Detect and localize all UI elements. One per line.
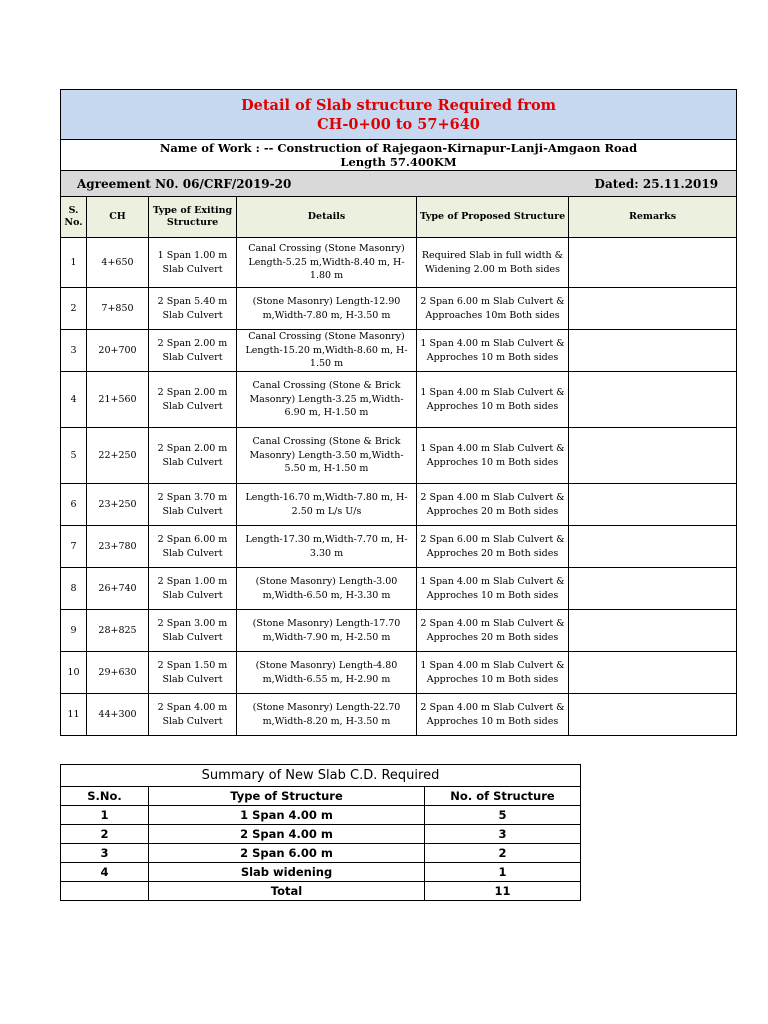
cell-sno: 8 [61, 568, 87, 610]
cell-sno: 6 [61, 484, 87, 526]
agreement-row [61, 171, 737, 197]
summary-cell-count: 2 [425, 844, 581, 863]
summary-cell-sno: 3 [61, 844, 149, 863]
cell-existing: 2 Span 5.40 m Slab Culvert [149, 288, 237, 330]
col-header-proposed: Type of Proposed Structure [417, 197, 569, 238]
cell-remarks [569, 238, 737, 288]
cell-details: (Stone Masonry) Length-4.80 m,Width-6.55 m, H-2.90 m [237, 652, 417, 694]
cell-remarks [569, 330, 737, 372]
summary-col-count: No. of Structure [425, 787, 581, 806]
summary-total-row [61, 882, 581, 901]
summary-total-blank [61, 882, 149, 901]
agreement-date: Dated: 25.11.2019 [594, 176, 719, 191]
col-header-existing: Type of Exiting Structure [149, 197, 237, 238]
cell-proposed: 1 Span 4.00 m Slab Culvert & Approches 10 m Both sides [417, 568, 569, 610]
cell-remarks [569, 372, 737, 428]
cell-ch: 28+825 [87, 610, 149, 652]
cell-details: Length-16.70 m,Width-7.80 m, H-2.50 m L/s U/s [237, 484, 417, 526]
cell-proposed: 1 Span 4.00 m Slab Culvert & Approches 10 m Both sides [417, 652, 569, 694]
cell-proposed: 2 Span 4.00 m Slab Culvert & Approches 10 m Both sides [417, 694, 569, 736]
cell-remarks [569, 428, 737, 484]
cell-details: Canal Crossing (Stone & Brick Masonry) Length-3.25 m,Width-6.90 m, H-1.50 m [237, 372, 417, 428]
cell-ch: 7+850 [87, 288, 149, 330]
cell-proposed: 2 Span 6.00 m Slab Culvert & Approaches 10m Both sides [417, 288, 569, 330]
summary-col-type: Type of Structure [149, 787, 425, 806]
cell-existing: 2 Span 4.00 m Slab Culvert [149, 694, 237, 736]
cell-proposed: 1 Span 4.00 m Slab Culvert & Approches 10 m Both sides [417, 330, 569, 372]
cell-details: (Stone Masonry) Length-22.70 m,Width-8.20 m, H-3.50 m [237, 694, 417, 736]
table-row [61, 288, 737, 330]
cell-proposed: 1 Span 4.00 m Slab Culvert & Approches 10 m Both sides [417, 372, 569, 428]
cell-details: (Stone Masonry) Length-12.90 m,Width-7.80 m, H-3.50 m [237, 288, 417, 330]
slab-structure-table [60, 89, 737, 736]
cell-remarks [569, 568, 737, 610]
summary-row [61, 844, 581, 863]
cell-details: Canal Crossing (Stone Masonry) Length-5.25 m,Width-8.40 m, H-1.80 m [237, 238, 417, 288]
table-row [61, 568, 737, 610]
agreement-number: Agreement N0. 06/CRF/2019-20 [77, 176, 292, 191]
cell-existing: 2 Span 1.00 m Slab Culvert [149, 568, 237, 610]
cell-existing: 2 Span 3.70 m Slab Culvert [149, 484, 237, 526]
cell-remarks [569, 694, 737, 736]
cell-remarks [569, 288, 737, 330]
cell-sno: 7 [61, 526, 87, 568]
summary-title-row [61, 765, 581, 787]
summary-section [60, 764, 581, 901]
cell-proposed: 1 Span 4.00 m Slab Culvert & Approches 10 m Both sides [417, 428, 569, 484]
summary-row [61, 806, 581, 825]
cell-sno: 1 [61, 238, 87, 288]
table-row [61, 428, 737, 484]
cell-remarks [569, 484, 737, 526]
summary-header-row [61, 787, 581, 806]
cell-proposed: Required Slab in full width & Widening 2.00 m Both sides [417, 238, 569, 288]
cell-details: Canal Crossing (Stone & Brick Masonry) Length-3.50 m,Width-5.50 m, H-1.50 m [237, 428, 417, 484]
cell-sno: 2 [61, 288, 87, 330]
summary-col-sno: S.No. [61, 787, 149, 806]
cell-existing: 1 Span 1.00 m Slab Culvert [149, 238, 237, 288]
cell-remarks [569, 526, 737, 568]
summary-total-label: Total [149, 882, 425, 901]
col-header-details: Details [237, 197, 417, 238]
cell-ch: 20+700 [87, 330, 149, 372]
slab-structure-detail [60, 89, 735, 736]
cell-proposed: 2 Span 4.00 m Slab Culvert & Approches 20 m Both sides [417, 610, 569, 652]
cell-proposed: 2 Span 4.00 m Slab Culvert & Approches 20 m Both sides [417, 484, 569, 526]
summary-cell-sno: 2 [61, 825, 149, 844]
cell-sno: 5 [61, 428, 87, 484]
cell-sno: 3 [61, 330, 87, 372]
title-row [61, 90, 737, 140]
cell-remarks [569, 652, 737, 694]
cell-ch: 44+300 [87, 694, 149, 736]
work-line-2: Length 57.400KM [340, 155, 457, 169]
cell-details: (Stone Masonry) Length-17.70 m,Width-7.90 m, H-2.50 m [237, 610, 417, 652]
table-row [61, 610, 737, 652]
col-header-remarks: Remarks [569, 197, 737, 238]
cell-existing: 2 Span 2.00 m Slab Culvert [149, 428, 237, 484]
table-row [61, 372, 737, 428]
summary-total-value: 11 [425, 882, 581, 901]
cell-sno: 10 [61, 652, 87, 694]
summary-cell-sno: 4 [61, 863, 149, 882]
cell-remarks [569, 610, 737, 652]
cell-ch: 4+650 [87, 238, 149, 288]
summary-table [60, 764, 581, 901]
summary-cell-count: 5 [425, 806, 581, 825]
cell-existing: 2 Span 2.00 m Slab Culvert [149, 330, 237, 372]
cell-sno: 11 [61, 694, 87, 736]
cell-ch: 22+250 [87, 428, 149, 484]
summary-cell-type: 2 Span 4.00 m [149, 825, 425, 844]
cell-details: (Stone Masonry) Length-3.00 m,Width-6.50 m, H-3.30 m [237, 568, 417, 610]
work-row [61, 140, 737, 171]
cell-ch: 29+630 [87, 652, 149, 694]
summary-cell-count: 1 [425, 863, 581, 882]
col-header-sno: S. No. [61, 197, 87, 238]
title-line-1: Detail of Slab structure Required from [241, 96, 556, 114]
col-header-ch: CH [87, 197, 149, 238]
cell-ch: 23+780 [87, 526, 149, 568]
cell-proposed: 2 Span 6.00 m Slab Culvert & Approches 20 m Both sides [417, 526, 569, 568]
cell-details: Canal Crossing (Stone Masonry) Length-15.20 m,Width-8.60 m, H-1.50 m [237, 330, 417, 372]
summary-cell-type: 1 Span 4.00 m [149, 806, 425, 825]
table-row [61, 526, 737, 568]
table-row [61, 238, 737, 288]
table-row [61, 484, 737, 526]
cell-ch: 26+740 [87, 568, 149, 610]
summary-cell-type: 2 Span 6.00 m [149, 844, 425, 863]
cell-existing: 2 Span 1.50 m Slab Culvert [149, 652, 237, 694]
summary-cell-count: 3 [425, 825, 581, 844]
summary-row [61, 825, 581, 844]
name-of-work [61, 140, 737, 171]
document-title [61, 90, 737, 140]
table-row [61, 652, 737, 694]
header-row [61, 197, 737, 238]
cell-existing: 2 Span 2.00 m Slab Culvert [149, 372, 237, 428]
cell-ch: 23+250 [87, 484, 149, 526]
summary-cell-sno: 1 [61, 806, 149, 825]
cell-existing: 2 Span 3.00 m Slab Culvert [149, 610, 237, 652]
cell-sno: 9 [61, 610, 87, 652]
table-row [61, 694, 737, 736]
cell-existing: 2 Span 6.00 m Slab Culvert [149, 526, 237, 568]
agreement-cell [61, 171, 737, 197]
table-row [61, 330, 737, 372]
cell-ch: 21+560 [87, 372, 149, 428]
title-line-2: CH-0+00 to 57+640 [317, 115, 480, 133]
cell-sno: 4 [61, 372, 87, 428]
summary-row [61, 863, 581, 882]
summary-cell-type: Slab widening [149, 863, 425, 882]
cell-details: Length-17.30 m,Width-7.70 m, H-3.30 m [237, 526, 417, 568]
summary-title: Summary of New Slab C.D. Required [61, 765, 581, 787]
work-line-1: Name of Work : -- Construction of Rajegaon-Kirnapur-Lanji-Amgaon Road [159, 141, 638, 155]
